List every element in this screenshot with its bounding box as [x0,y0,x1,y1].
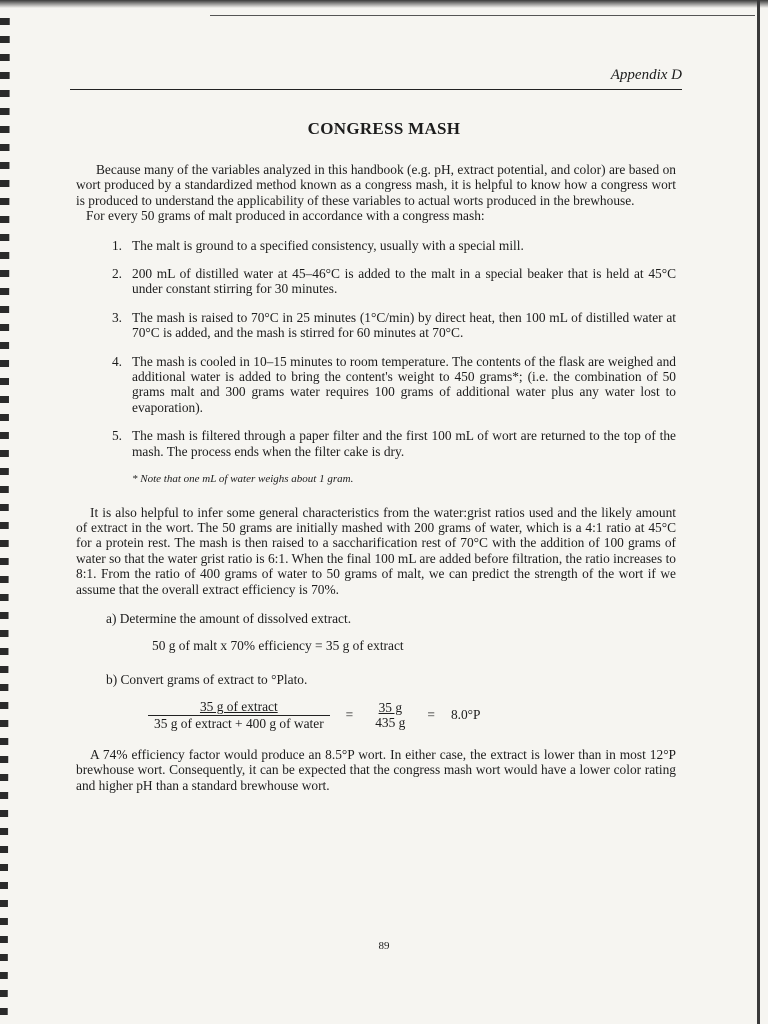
plato-formula [148,699,676,731]
step-item [76,428,676,459]
step-number: 3. [111,309,122,325]
equals-sign: = [345,707,354,723]
fraction-denominator: 35 g of extract + 400 g of water [148,715,330,731]
fraction-numerator: 35 g of extract [199,699,278,715]
fraction-denominator: 435 g [375,715,406,731]
procedure-steps [76,238,676,459]
page-top-edge [0,0,768,8]
step-text: The malt is ground to a specified consistency, usually with a special mill. [132,237,524,253]
step-number: 1. [111,237,122,253]
page-title: CONGRESS MASH [307,119,461,138]
part-a-calculation: 50 g of malt x 70% efficiency = 35 g of extract [152,638,404,654]
header-rule [70,89,682,90]
fraction-numerator: 35 g [378,699,403,715]
step-item [76,238,676,253]
step-item [76,266,676,297]
appendix-heading: Appendix D [610,67,682,83]
fraction-grams [369,700,411,731]
footnote: * Note that one mL of water weighs about 1 gram. [132,473,354,486]
binding-spiral [0,0,14,1024]
page-number: 89 [378,940,390,952]
step-number: 5. [111,428,122,444]
step-text: 200 mL of distilled water at 45–46°C is added to the malt in a special beaker that is held at 45°C under constant stirring for 30 minutes. [132,266,676,297]
step-text: The mash is filtered through a paper filter and the first 100 mL of wort are returned to the top of the mash. The process ends when the filter cake is dry. [132,428,676,459]
fraction-extract-ratio [148,699,330,731]
page-right-edge [757,0,760,1024]
step-text: The mash is cooled in 10–15 minutes to room temperature. The contents of the flask are weighed and additional water is added to bring the content's weight to 450 grams*; (i.e. the combination of 50 grams malt and 300 grams water requires 100 grams of additional water plus any water lost to evaporation). [132,353,676,415]
conclusion-paragraph: A 74% efficiency factor would produce an 8.5°P wort. In either case, the extract is lower than in most 12°P brewhouse wort. Consequently, it can be expected that the congress mash wort would have a lower color rating and higher pH than a standard brewhouse wort. [76,746,676,793]
part-a-label: a) Determine the amount of dissolved extract. [106,610,352,626]
step-item [76,310,676,341]
step-item [76,354,676,416]
step-text: The mash is raised to 70°C in 25 minutes (1°C/min) by direct heat, then 100 mL of distilled water at 70°C is added, and the mash is stirred for 60 minutes at 70°C. [132,309,676,341]
intro-lead-in: For every 50 grams of malt produced in accordance with a congress mash: [86,208,485,224]
equals-sign: = [427,707,435,723]
step-number: 2. [111,266,122,282]
plato-result: 8.0°P [450,707,481,723]
page-content [76,162,676,793]
intro-paragraph: Because many of the variables analyzed in this handbook (e.g. pH, extract potential, and color) are based on wort produced by a standardized method known as a congress mash, it is helpful to know how a congress wort is produced to understand the applicability of these variables to actual worts produced in the brewhouse. [76,162,676,208]
top-rule [210,15,755,16]
ratio-paragraph: It is also helpful to infer some general characteristics from the water:grist ratios used and the likely amount of extract in the wort. The 50 grams are initially mashed with 200 grams of water, which is a 4:1 ratio at 45°C for a protein rest. The mash is then raised to a saccharification rest of 70°C with the addition of 100 grams of water so that the water grist ratio is 6:1. When the final 100 mL are added before filtration, the ratio increases to 8:1. From the ratio of 400 grams of water to 50 grams of malt, we can predict the strength of the wort if we assume that the overall extract efficiency is 70%. [76,504,676,597]
step-number: 4. [111,353,122,369]
part-b-label: b) Convert grams of extract to °Plato. [106,671,308,687]
